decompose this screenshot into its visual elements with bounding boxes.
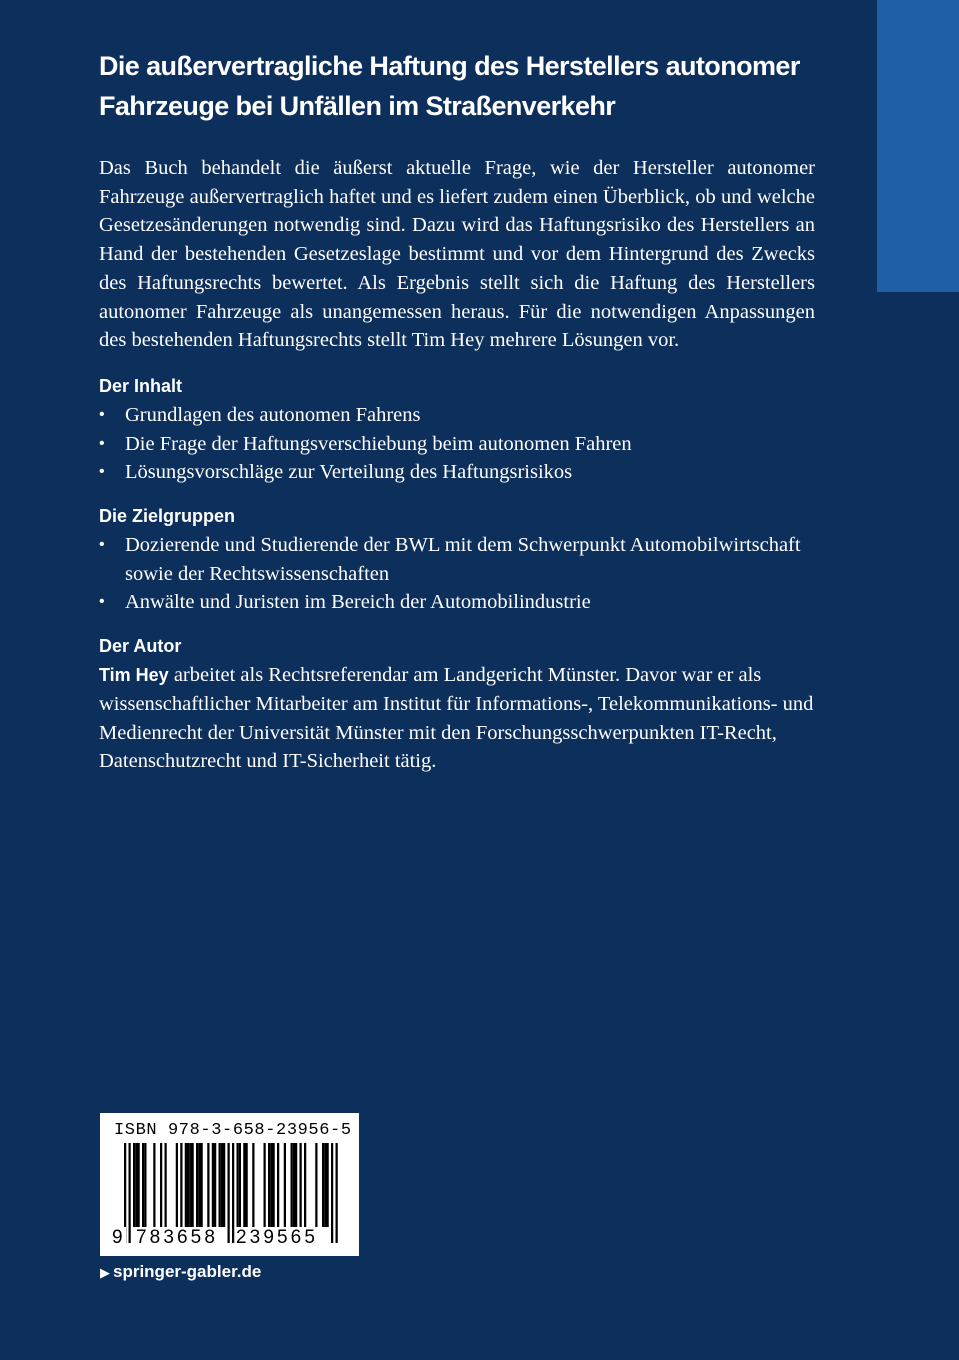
bullet-icon: • (99, 463, 105, 481)
barcode-bar (264, 1143, 266, 1227)
intro-paragraph: Das Buch behandelt die äußerst aktuelle Frage, wie der Hersteller autonomer Fahrzeuge außervertraglich haftet und es liefert zudem einen Überblick, ob und welche Gesetzesänderungen notwendig sind. Dazu wird das Haftungsrisiko des Herstellers an Hand der bestehenden Gesetzeslage bestimmt und vor dem Hintergrund des Zwecks des Haftungsrechts bewertet. Als Ergebnis stellt sich die Haftung des Herstellers autonomer Fahrzeuge als unangemessen heraus. Für die notwendigen Anpassungen des bestehenden Haftungsrechts stellt Tim Hey mehrere Lösungen vor. (99, 157, 815, 352)
bullet-icon: • (99, 405, 105, 423)
list-item: • Anwälte und Juristen im Bereich der Automobilindustrie (99, 588, 815, 617)
author-name: Tim Hey (99, 665, 169, 686)
title-line-1: Die außervertragliche Haftung des Herstellers autonomer (99, 51, 800, 81)
barcode-bar (252, 1143, 254, 1227)
barcode-guard-bar (331, 1143, 333, 1243)
barcode-bar (142, 1143, 144, 1227)
barcode-bar (293, 1143, 295, 1227)
barcode-bar (219, 1143, 221, 1227)
author-bio: arbeitet als Rechtsreferendar am Landgericht Münster. Davor war er als wissenschaftlicher Mitarbeiter am Institut für Informations-, Telekommunikations- und Medienrecht der Universität Münster mit den Forschungsschwerpunkten IT-Recht, Datenschutzrecht und IT-Sicherheit tätig. (99, 664, 814, 773)
ean-left-digits: 783658 (136, 1227, 219, 1248)
barcode-bar (223, 1143, 225, 1227)
barcode-bar (196, 1143, 198, 1227)
barcode-bar (189, 1143, 191, 1227)
barcode-bar (304, 1143, 306, 1227)
barcode-guard-bar (129, 1143, 131, 1243)
contents-heading: Der Inhalt (99, 375, 183, 396)
barcode-bar (144, 1143, 146, 1227)
barcode-bar (239, 1143, 241, 1227)
publisher-link[interactable] (100, 1262, 261, 1282)
barcode-bar (327, 1143, 329, 1227)
barcode-bar (160, 1143, 162, 1227)
barcode-bar (138, 1143, 140, 1227)
barcode-bar (185, 1143, 187, 1227)
contents-list (99, 401, 815, 487)
barcode-bar (192, 1143, 194, 1227)
barcode-bar (295, 1143, 297, 1227)
title-line-2: Fahrzeuge bei Unfällen im Straßenverkehr (99, 91, 616, 121)
publisher-url: springer-gabler.de (113, 1262, 262, 1281)
barcode-bar (237, 1143, 239, 1227)
list-item: • Lösungsvorschläge zur Verteilung des Haftungsrisikos (99, 458, 815, 487)
ean-right-digits: 239565 (236, 1227, 319, 1248)
barcode-bar (180, 1143, 182, 1227)
isbn-barcode (100, 1113, 359, 1256)
back-cover-text (99, 46, 815, 776)
barcode-bar (322, 1143, 324, 1227)
barcode-bar (221, 1143, 223, 1227)
barcode-bar (176, 1143, 178, 1227)
barcode-bar (198, 1143, 200, 1227)
barcode-bar (277, 1143, 279, 1227)
barcode-bar (243, 1143, 245, 1227)
author-paragraph (99, 661, 815, 776)
barcode-bar (207, 1143, 209, 1227)
barcode-bar (284, 1143, 286, 1227)
accent-bar (877, 0, 959, 292)
barcode-bar (187, 1143, 189, 1227)
audience-list (99, 531, 815, 617)
barcode-bar (268, 1143, 270, 1227)
triangle-right-icon: ▶ (100, 1265, 110, 1280)
barcode-bar (153, 1143, 155, 1227)
barcode-bar (135, 1143, 137, 1227)
barcode-bar (291, 1143, 293, 1227)
bullet-icon: • (99, 536, 105, 554)
bullet-icon: • (99, 593, 105, 611)
barcode-guard-bar (232, 1143, 234, 1243)
ean-first-digit: 9 (112, 1227, 126, 1248)
barcode-bar (273, 1143, 275, 1227)
barcode-bar (270, 1143, 272, 1227)
barcode-bar (246, 1143, 248, 1227)
list-item: • Die Frage der Haftungsverschiebung beim autonomen Fahren (99, 430, 815, 459)
list-item: • Grundlagen des autonomen Fahrens (99, 401, 815, 430)
barcode-bar (214, 1143, 216, 1227)
barcode-bar (165, 1143, 167, 1227)
book-title (99, 46, 815, 126)
author-heading: Der Autor (99, 636, 182, 657)
isbn-label: ISBN 978-3-658-23956-5 (114, 1121, 352, 1140)
audience-heading: Die Zielgruppen (99, 506, 236, 527)
barcode-guard-bar (228, 1143, 230, 1243)
barcode-bar (300, 1143, 302, 1227)
barcode-bar (315, 1143, 317, 1227)
barcode-bar (133, 1143, 135, 1227)
barcode-bar (212, 1143, 214, 1227)
barcode-bar (324, 1143, 326, 1227)
list-item: • Dozierende und Studierende der BWL mit dem Schwerpunkt Automobilwirtschaft sowie der Rechtswissenschaften (99, 531, 815, 588)
barcode-bar (201, 1143, 203, 1227)
bullet-icon: • (99, 434, 105, 452)
barcode-guard-bar (336, 1143, 338, 1243)
